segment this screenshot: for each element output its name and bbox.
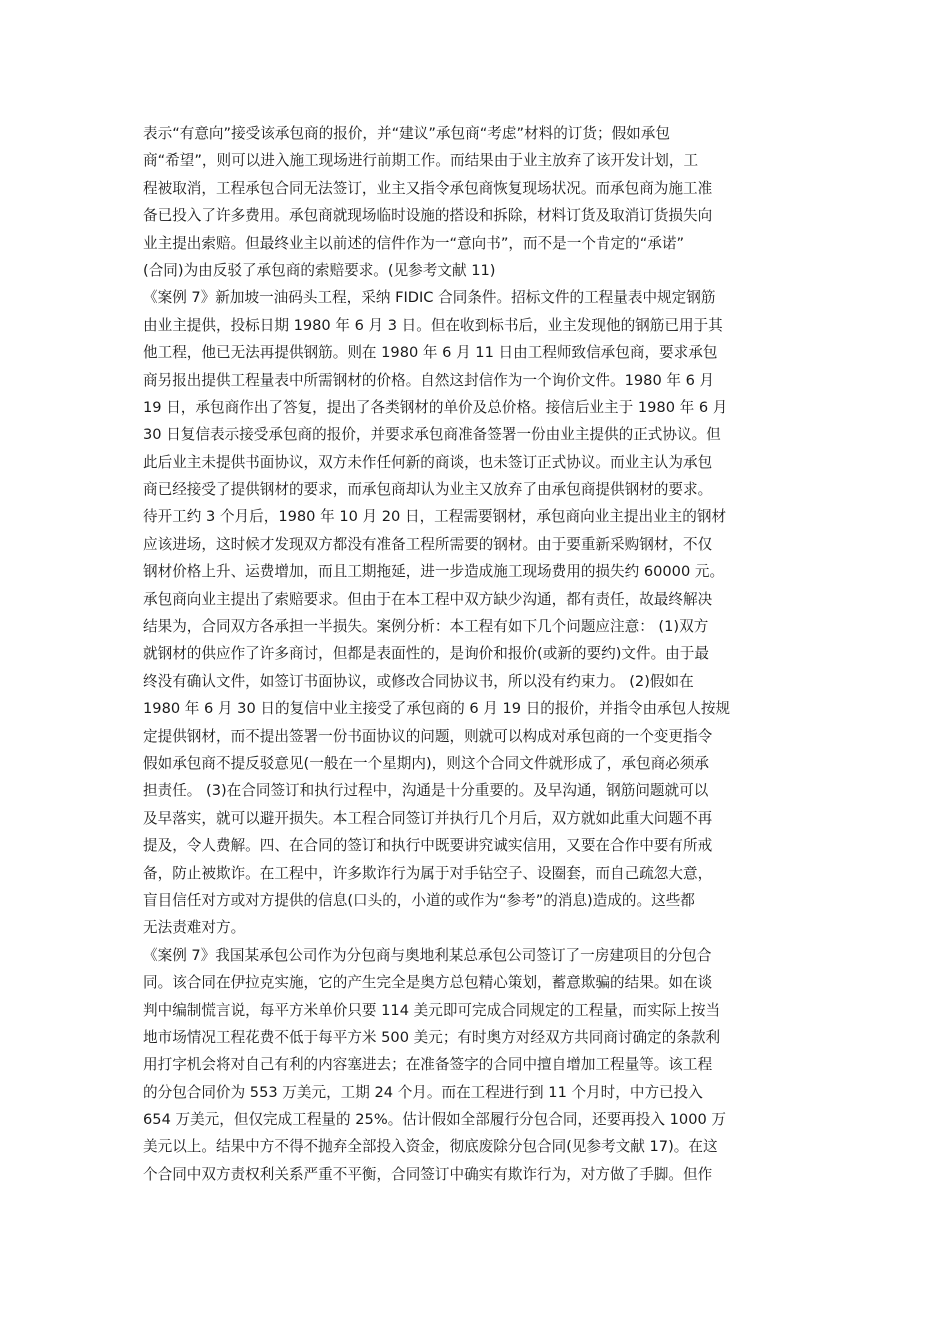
text-line: 商另报出提供工程量表中所需钢材的价格。自然这封信作为一个询价文件。1980 年 6 月 — [143, 371, 715, 389]
text-line: 无法责难对方。 — [143, 919, 246, 937]
text-line: 他工程，他已无法再提供钢筋。则在 1980 年 6 月 11 日由工程师致信承包商，要求承包 — [143, 344, 718, 362]
text-line: 及早落实，就可以避开损失。本工程合同签订并执行几个月后，双方就如此重大问题不再 — [143, 809, 713, 827]
text-line: 盲目信任对方或对方提供的信息(口头的，小道的或作为“参考”的消息)造成的。这些都 — [143, 891, 695, 909]
text-line: 就钢材的供应作了许多商讨，但都是表面性的，是询价和报价(或新的要约)文件。由于最 — [143, 645, 709, 663]
text-line: 提及，令人费解。四、在合同的签订和执行中既要讲究诚实信用，又要在合作中要有所戒 — [143, 837, 713, 855]
text-line: 用打字机会将对自己有利的内容塞进去；在准备签字的合同中擅自增加工程量等。该工程 — [143, 1056, 713, 1074]
text-line: 备已投入了许多费用。承包商就现场临时设施的搭设和拆除，材料订货及取消订货损失向 — [143, 207, 713, 225]
text-line: 表示“有意向”接受该承包商的报价，并“建议”承包商“考虑”材料的订货；假如承包 — [143, 125, 670, 142]
text-line: 待开工约 3 个月后，1980 年 10 月 20 日，工程需要钢材，承包商向业主提出业主的钢材 — [143, 508, 727, 526]
text-line: 钢材价格上升、运费增加，而且工期拖延，进一步造成施工现场费用的损失约 60000 元。 — [143, 563, 725, 581]
text-line: 19 日，承包商作出了答复，提出了各类钢材的单价及总价格。接信后业主于 1980 年 6 月 — [143, 398, 728, 416]
case-heading-line: 《案例 7》我国某承包公司作为分包商与奥地利某总承包公司签订了一房建项目的分包合 — [143, 946, 712, 964]
text-line: 业主提出索赔。但最终业主以前述的信件作为一“意向书”，而不是一个肯定的“承诺” — [143, 234, 685, 252]
text-line: (合同)为由反驳了承包商的索赔要求。(见参考文献 11) — [143, 261, 496, 279]
text-line: 商已经接受了提供钢材的要求，而承包商却认为业主又放弃了由承包商提供钢材的要求。 — [143, 481, 713, 499]
text-line: 定提供钢材，而不提出签署一份书面协议的问题，则就可以构成对承包商的一个变更指令 — [143, 727, 713, 745]
text-line: 地市场情况工程花费不低于每平方米 500 美元；有时奥方对经双方共同商讨确定的条款利 — [143, 1028, 721, 1046]
text-line: 的分包合同价为 553 万美元，工期 24 个月。而在工程进行到 11 个月时，中方已投入 — [143, 1083, 703, 1101]
case-heading-line: 《案例 7》新加坡一油码头工程，采纳 FIDIC 合同条件。招标文件的工程量表中规定钢筋 — [143, 289, 716, 307]
document-body — [143, 120, 813, 1188]
text-line: 应该进场，这时候才发现双方都没有准备工程所需要的钢材。由于要重新采购钢材，不仅 — [143, 535, 713, 553]
text-line: 结果为，合同双方各承担一半损失。案例分析：本工程有如下几个问题应注意： (1)双方 — [143, 618, 709, 636]
text-line: 终没有确认文件，如签订书面协议，或修改合同协议书，所以没有约束力。 (2)假如在 — [143, 672, 694, 690]
text-line: 由业主提供，投标日期 1980 年 6 月 3 日。但在收到标书后，业主发现他的钢筋已用于其 — [143, 316, 723, 334]
text-line: 担责任。 (3)在合同签订和执行过程中，沟通是十分重要的。及早沟通，钢筋问题就可以 — [143, 782, 709, 800]
text-line: 承包商向业主提出了索赔要求。但由于在本工程中双方缺少沟通，都有责任，故最终解决 — [143, 590, 713, 608]
text-line: 备，防止被欺诈。在工程中，许多欺诈行为属于对手钻空子、设圈套，而自己疏忽大意， — [143, 864, 713, 882]
text-line: 假如承包商不提反驳意见(一般在一个星期内)，则这个合同文件就形成了，承包商必须承 — [143, 754, 709, 772]
text-line: 30 日复信表示接受承包商的报价，并要求承包商准备签署一份由业主提供的正式协议。但 — [143, 426, 721, 444]
text-line: 美元以上。结果中方不得不抛弃全部投入资金，彻底废除分包合同(见参考文献 17)。在这 — [143, 1138, 718, 1156]
text-line: 判中编制慌言说，每平方米单价只要 114 美元即可完成合同规定的工程量，而实际上按当 — [143, 1001, 721, 1019]
text-line: 此后业主未提供书面协议，双方未作任何新的商谈，也未签订正式协议。而业主认为承包 — [143, 453, 713, 471]
text-line: 同。该合同在伊拉克实施，它的产生完全是奥方总包精心策划，蓄意欺骗的结果。如在谈 — [143, 974, 713, 992]
text-line: 654 万美元，但仅完成工程量的 25%。估计假如全部履行分包合同，还要再投入 1000 万 — [143, 1111, 726, 1129]
text-line: 程被取消，工程承包合同无法签订，业主又指令承包商恢复现场状况。而承包商为施工准 — [143, 179, 713, 197]
text-line: 商“希望”，则可以进入施工现场进行前期工作。而结果由于业主放弃了该开发计划，工 — [143, 152, 699, 170]
text-line: 1980 年 6 月 30 日的复信中业主接受了承包商的 6 月 19 日的报价，并指令由承包人按规 — [143, 700, 731, 718]
text-line: 个合同中双方责权利关系严重不平衡，合同签订中确实有欺诈行为，对方做了手脚。但作 — [143, 1165, 713, 1183]
